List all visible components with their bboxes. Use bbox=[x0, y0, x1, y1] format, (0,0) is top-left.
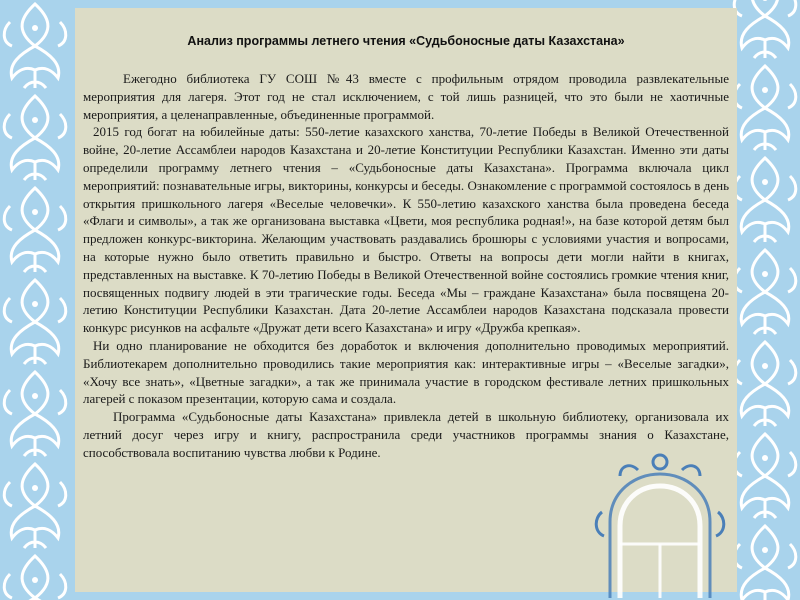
paragraph-3: Ни одно планирование не обходится без доработок и включения дополнительно проводимых мероприятий. Библиотекарем дополнительно проводились такие мероприятия как: интерактивные игры – «Веселые загадки», «Хочу все знать», «Цветные загадки», а так же принимала участие в городском фестивале летних пришкольных лагерей с показом презентации, которую сама и создала. bbox=[83, 337, 729, 407]
document-title: Анализ программы летнего чтения «Судьбоносные даты Казахстана» bbox=[187, 34, 625, 48]
shanyrak-emblem-icon bbox=[590, 452, 730, 598]
document-body bbox=[83, 70, 729, 462]
left-ornament-border bbox=[0, 0, 70, 600]
paragraph-2: 2015 год богат на юбилейные даты: 550-летие казахского ханства, 70-летие Победы в Великой Отечественной войне, 20-летие Ассамблеи народов Казахстана и 20-летие Конституции Республики Казахстан. Именно эти даты определили программу летнего чтения – «Судьбоносные даты Казахстана». Программа включала цикл мероприятий: познавательные игры, викторины, конкурсы и беседы. Ознакомление с программой состоялось в день открытия пришкольного лагеря «Веселые человечки». К 550-летию казахского ханства была проведена беседа «Флаги и символы», а так же организована выставка «Цвети, моя республика родная!», на базе которой детям был предложен конкурс-викторина. Желающим участвовать раздавались брошюры с условиями участия и вопросами, на которые нужно было ответить правильно и быстро. Ответы на вопросы дети могли найти в книгах, представленных на выставке. К 70-летию Победы в Великой Отечественной войне состоялись громкие чтения книг, посвященных подвигу людей в эти трагические годы. Беседа «Мы – граждане Казахстана» была посвящена 20-летию Конституции Республики Казахстан. Дата 20-летие Ассамблеи народов Казахстана подсказала провести конкурс рисунков на асфальте «Дружат дети всего Казахстана» и игру «Дружба крепкая». bbox=[83, 124, 729, 336]
right-ornament-border bbox=[730, 0, 800, 600]
paragraph-1: Ежегодно библиотека ГУ СОШ №43 вместе с профильным отрядом проводила развлекательные мероприятия для лагеря. Этот год не стал исключением, с той лишь разницей, что это были не хаотичные мероприятия, а целенаправленные, объединенные программой. bbox=[83, 71, 729, 122]
paragraph-4: Программа «Судьбоносные даты Казахстана» привлекла детей в школьную библиотеку, организовала их летний досуг через игру и книгу, распространила среди участников программы знания о Казахстане, способствовала воспитанию чувства любви к Родине. bbox=[83, 409, 729, 460]
